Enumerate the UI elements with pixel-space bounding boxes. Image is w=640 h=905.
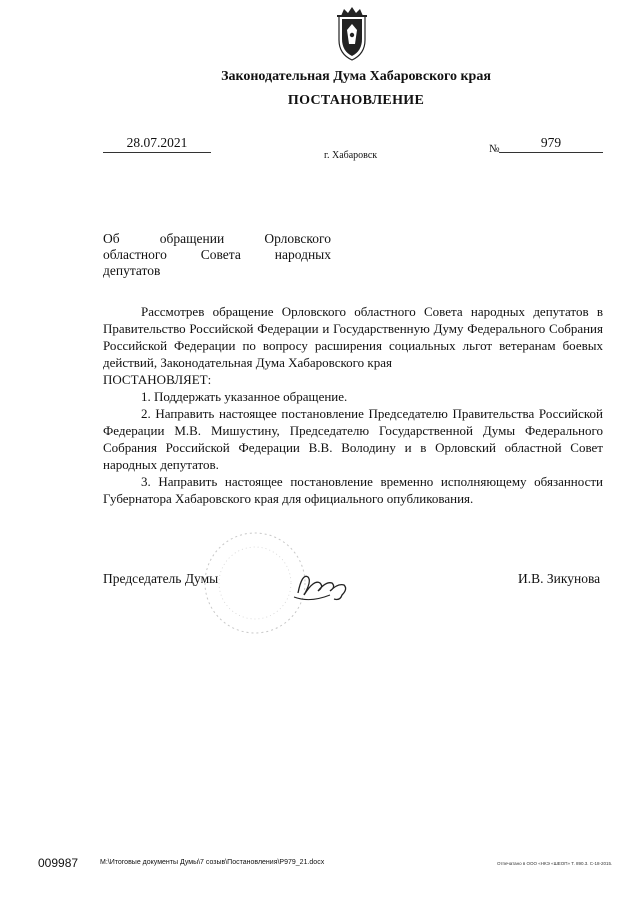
file-path: M:\Итоговые документы Думы\7 созыв\Постановления\P979_21.docx bbox=[100, 859, 325, 866]
body-item-3: 3. Направить настоящее постановление временно исполняющему обязанности Губернатора Хабаровского края для официального опубликования. bbox=[103, 474, 603, 506]
document-subject bbox=[103, 231, 331, 279]
organization-title: Законодательная Дума Хабаровского края bbox=[221, 69, 491, 84]
number-sign: № bbox=[489, 143, 500, 155]
document-city: г. Хабаровск bbox=[324, 150, 378, 161]
body-item-1: 1. Поддержать указанное обращение. bbox=[141, 389, 348, 404]
subject-line-2: областного Совета народных bbox=[103, 247, 331, 262]
subject-line-1: Об обращении Орловского bbox=[103, 231, 331, 246]
handwritten-signature bbox=[290, 565, 360, 605]
body-preamble: Рассмотрев обращение Орловского областного Совета народных депутатов в Правительство Российской Федерации и Государственную Думу Федерального Собрания Российской Федерации по вопросу расширения социальных льгот ветеранам боевых действий, Законодательная Дума Хабаровского края bbox=[103, 304, 603, 370]
print-note: Отпечатано в ООО «НКЭ «ШЕОП» Т. 890.3. С-18-2015. bbox=[497, 861, 613, 866]
coat-of-arms-emblem bbox=[327, 6, 377, 64]
document-number: 979 bbox=[499, 135, 603, 153]
body-resolves: ПОСТАНОВЛЯЕТ: bbox=[103, 372, 212, 387]
signatory-name: И.В. Зикунова bbox=[518, 571, 601, 586]
document-type-title: ПОСТАНОВЛЕНИЕ bbox=[287, 93, 425, 108]
registration-number: 009987 bbox=[38, 856, 79, 870]
subject-line-3: депутатов bbox=[103, 263, 161, 278]
signatory-title: Председатель Думы bbox=[103, 571, 219, 586]
document-body bbox=[103, 303, 603, 507]
document-date: 28.07.2021 bbox=[103, 135, 211, 153]
body-item-2: 2. Направить настоящее постановление Председателю Правительства Российской Федерации М.В. Мишустину, Председателю Государственной Думы Федерального Собрания Российской Федерации В.В. Володину и в Орловский областной Совет народных депутатов. bbox=[103, 406, 603, 472]
